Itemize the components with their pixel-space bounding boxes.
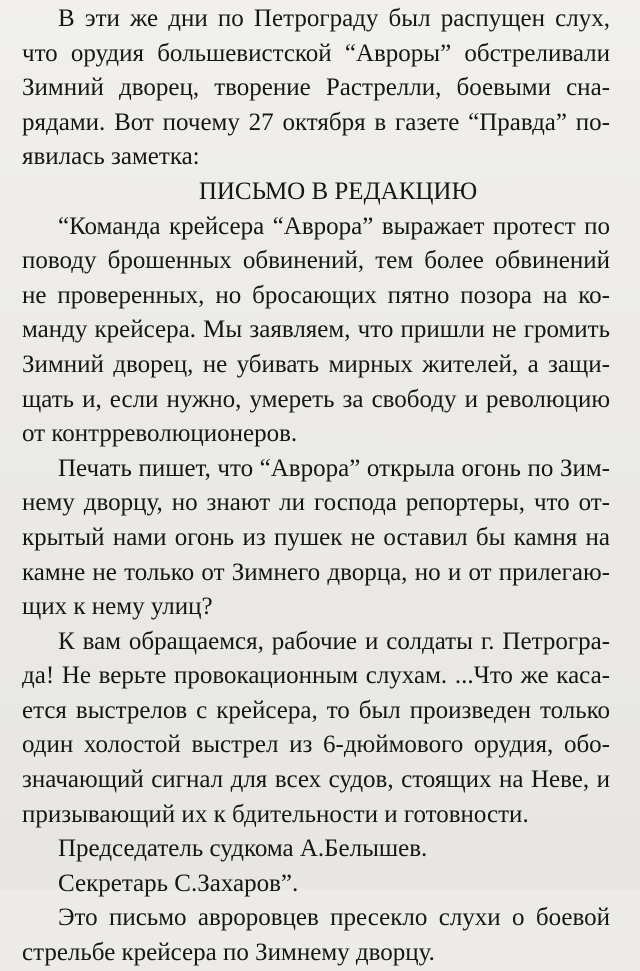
letter-paragraph-press: Печать пишет, что “Аврора” открыла огонь по Зимнему дворцу, но знают ли господа репортеры, что открытый нами огонь из пушек не оставил бы камня на камне не только от Зимнего дворца, но и от прилегающих к нему улиц?: [22, 454, 610, 621]
signature-chairman: Председатель судкома А.Белышев.: [58, 835, 428, 863]
intro-paragraph: В эти же дни по Петрограду был распущен слух, что орудия большевистской “Авроры” обстреливали Зимний дворец, творение Растрелли, боевыми снарядами. Вот почему 27 октября в газете “Правда” появилась заметка:: [22, 5, 610, 171]
closing-paragraph: Это письмо авроровцев пресекло слухи о боевой стрельбе крейсера по Зимнему дворцу.: [22, 904, 610, 967]
letter-heading: ПИСЬМО В РЕДАКЦИЮ: [198, 177, 478, 205]
letter-paragraph-protest: “Команда крейсера “Аврора” выражает протест по поводу брошенных обвинений, тем более обвинений не проверенных, но бросающих пятно позора на команду крейсера. Мы заявляем, что пришли не громить Зимний дворец, не убивать мирных жителей, а защищать и, если нужно, умереть за свободу и революцию от контрреволюционеров.: [22, 212, 610, 448]
page-text: [22, 2, 610, 971]
signature-secretary: Секретарь С.Захаров”.: [58, 869, 299, 897]
letter-paragraph-appeal: К вам обращаемся, рабочие и солдаты г. Петрограда! Не верьте провокационным слухам. ...Что же касается выстрелов с крейсера, то был произведен только один холостой выстрел из 6-дюймового орудия, обозначающий сигнал для всех судов, стоящих на Неве, и призывающий их к бдительности и готовности.: [22, 627, 610, 828]
